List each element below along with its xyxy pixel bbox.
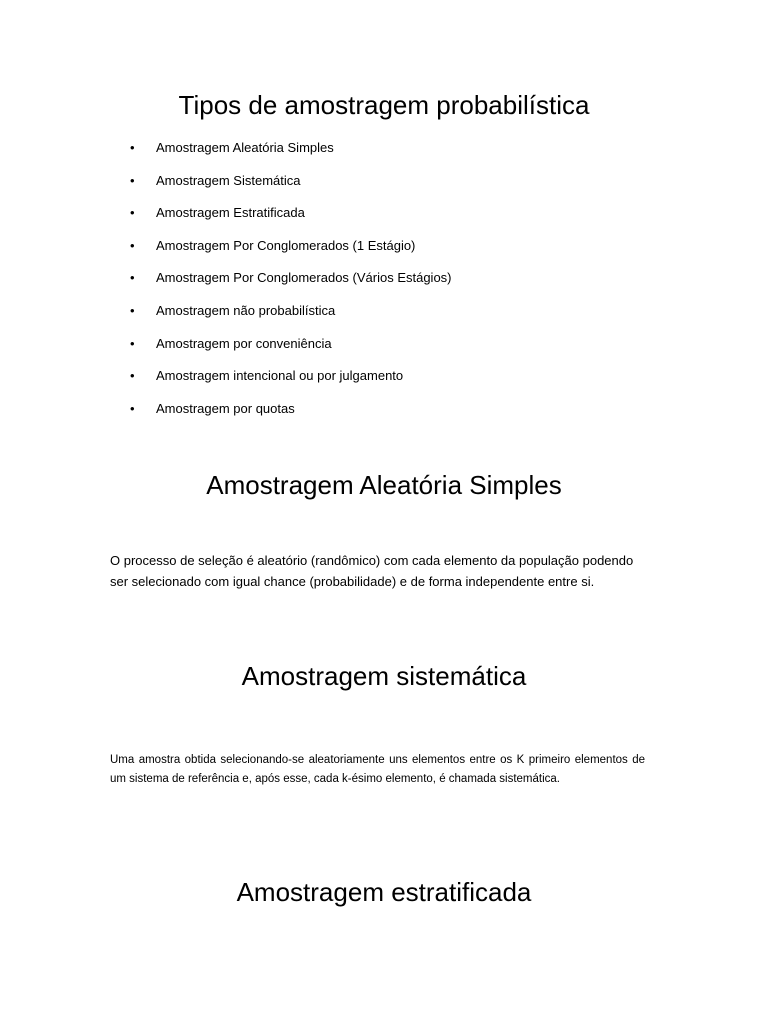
list-item	[130, 397, 452, 430]
bullet-icon: •	[130, 205, 135, 221]
bullet-icon: •	[130, 400, 135, 416]
list-item-text: Amostragem por conveniência	[156, 335, 332, 351]
bullet-icon: •	[130, 302, 135, 318]
paragraph-aleatoria-simples: O processo de seleção é aleatório (randômico) com cada elemento da população podendo ser selecionado com igual chance (probabilidade) e de forma independente entre si.	[110, 553, 634, 589]
list-item-text: Amostragem não probabilística	[156, 302, 336, 318]
bullet-icon: •	[130, 270, 135, 286]
list-item	[130, 136, 452, 169]
list-item	[130, 266, 452, 299]
bullet-icon: •	[130, 172, 135, 188]
list-item	[130, 169, 452, 202]
list-item-text: Amostragem Estratificada	[156, 205, 305, 221]
list-item	[130, 234, 452, 267]
bullet-icon: •	[130, 335, 135, 351]
list-item	[130, 201, 452, 234]
list-item	[130, 299, 452, 332]
section-heading-tipos: Tipos de amostragem probabilística	[178, 90, 590, 120]
bullet-icon: •	[130, 237, 135, 253]
list-item-text: Amostragem Aleatória Simples	[156, 140, 334, 155]
section-heading-sistematica: Amostragem sistemática	[241, 661, 527, 691]
list-item-text: Amostragem Por Conglomerados (1 Estágio)	[156, 237, 416, 253]
section-heading-aleatoria-simples: Amostragem Aleatória Simples	[206, 470, 562, 500]
paragraph-sistematica: Uma amostra obtida selecionando-se aleatoriamente uns elementos entre os K primeiro elementos de um sistema de referência e, após esse, cada k-ésimo elemento, é chamada sistemática.	[110, 754, 645, 785]
bullet-icon: •	[130, 368, 135, 384]
bullet-icon: •	[130, 140, 135, 155]
list-item-text: Amostragem intencional ou por julgamento	[156, 368, 404, 384]
list-item-text: Amostragem por quotas	[156, 400, 295, 416]
section-heading-estratificada: Amostragem estratificada	[236, 877, 532, 907]
list-item	[130, 332, 452, 365]
sampling-types-list	[130, 136, 452, 429]
list-item-text: Amostragem Por Conglomerados (Vários Estágios)	[156, 270, 452, 286]
list-item-text: Amostragem Sistemática	[156, 172, 301, 188]
list-item	[130, 364, 452, 397]
